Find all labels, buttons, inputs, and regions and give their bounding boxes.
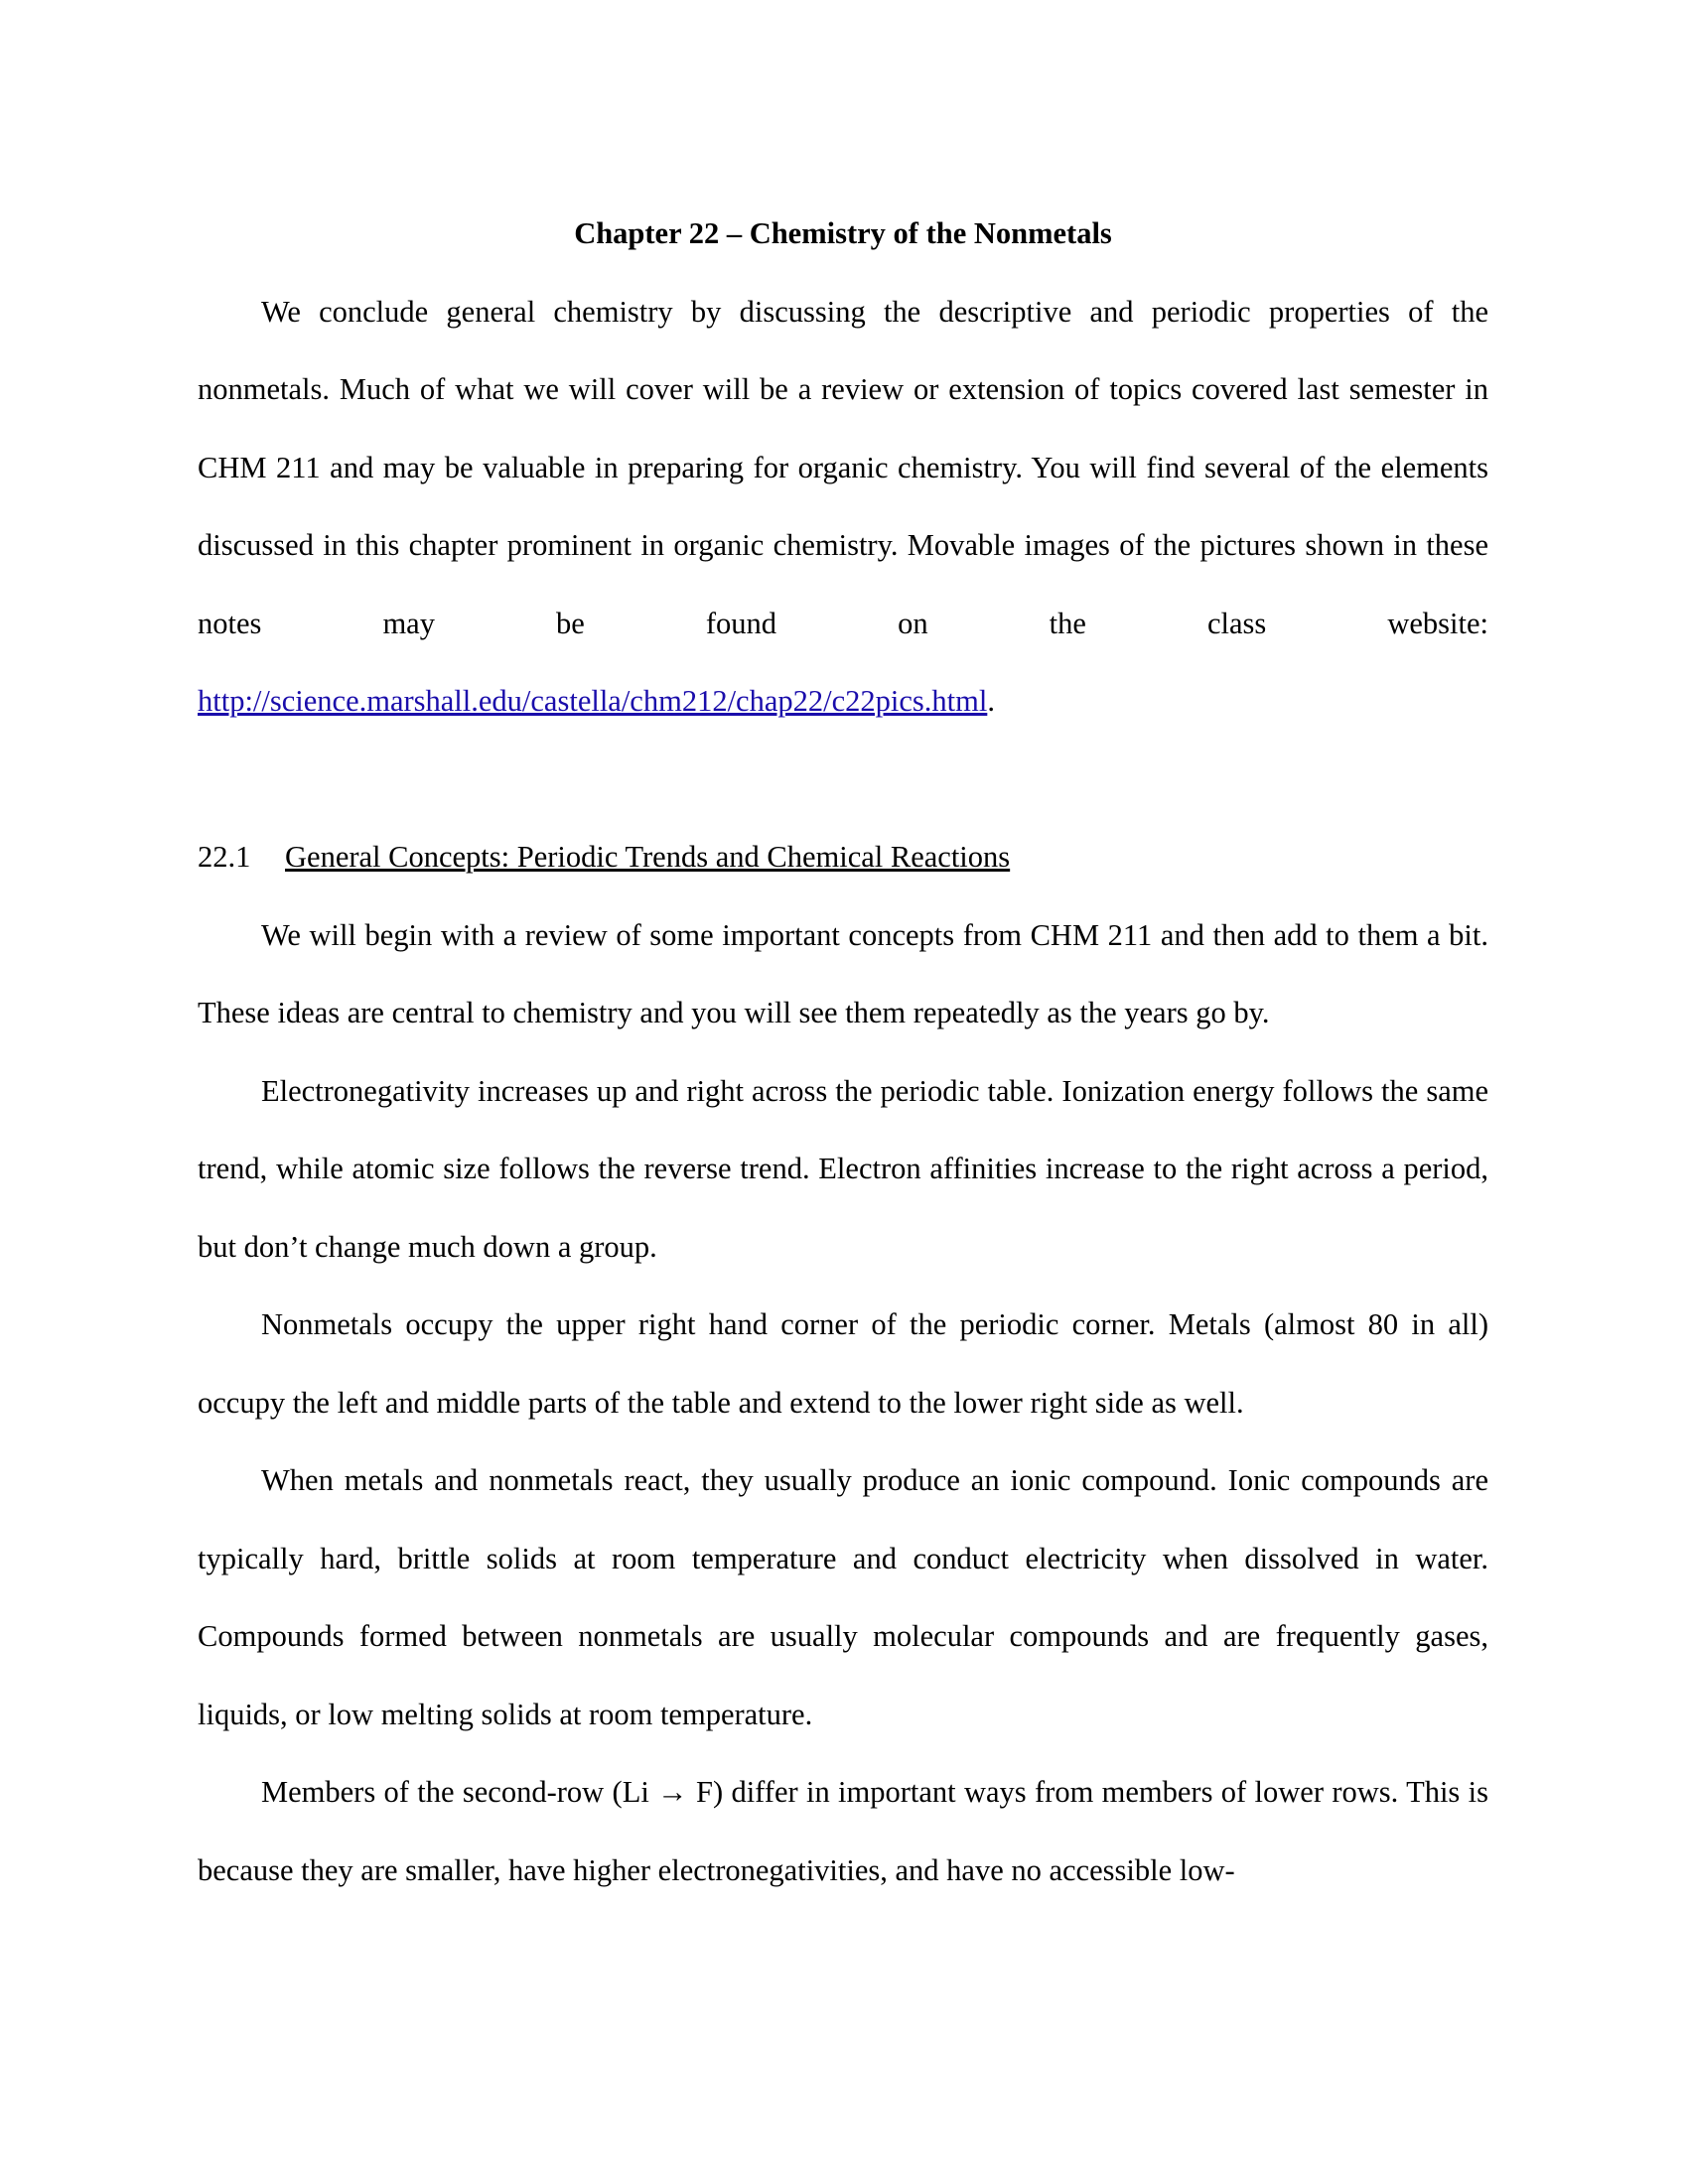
body-paragraph: Members of the second-row (Li → F) differ in important ways from members of lower rows. This is because they are smaller, have higher electronegativities, and have no accessible low-	[198, 1775, 1488, 1887]
body-paragraph: Electronegativity increases up and right across the periodic table. Ionization energy follows the same trend, while atomic size follows the reverse trend. Electron affinities increase to the right across a period, but don’t change much down a group.	[198, 1073, 1488, 1264]
class-website-link[interactable]: http://science.marshall.edu/castella/chm212/chap22/c22pics.html	[198, 684, 988, 718]
page-content	[198, 195, 1488, 1909]
section-number: 22.1	[198, 840, 251, 874]
intro-paragraph	[198, 273, 1488, 741]
body-paragraph: We will begin with a review of some important concepts from CHM 211 and then add to them a bit. These ideas are central to chemistry and you will see them repeatedly as the years go by.	[198, 917, 1488, 1029]
intro-text: We conclude general chemistry by discussing the descriptive and periodic properties of the nonmetals. Much of what we will cover will be a review or extension of topics covered last semester in CHM 211 and may be valuable in preparing for organic chemistry. You will find several of the elements discussed in this chapter prominent in organic chemistry. Movable images of the pictures shown in these notes may be found on the class website:	[198, 294, 1488, 640]
section-title: General Concepts: Periodic Trends and Chemical Reactions	[285, 840, 1011, 874]
intro-after-link: .	[987, 684, 995, 718]
body-paragraph: When metals and nonmetals react, they usually produce an ionic compound. Ionic compounds are typically hard, brittle solids at room temperature and conduct electricity when dissolved in water. Compounds formed between nonmetals are usually molecular compounds and are frequently gases, liquids, or low melting solids at room temperature.	[198, 1463, 1488, 1731]
section-heading	[198, 818, 1488, 896]
chapter-title: Chapter 22 – Chemistry of the Nonmetals	[574, 216, 1112, 250]
body-paragraph: Nonmetals occupy the upper right hand corner of the periodic corner. Metals (almost 80 in all) occupy the left and middle parts of the table and extend to the lower right side as well.	[198, 1307, 1488, 1420]
